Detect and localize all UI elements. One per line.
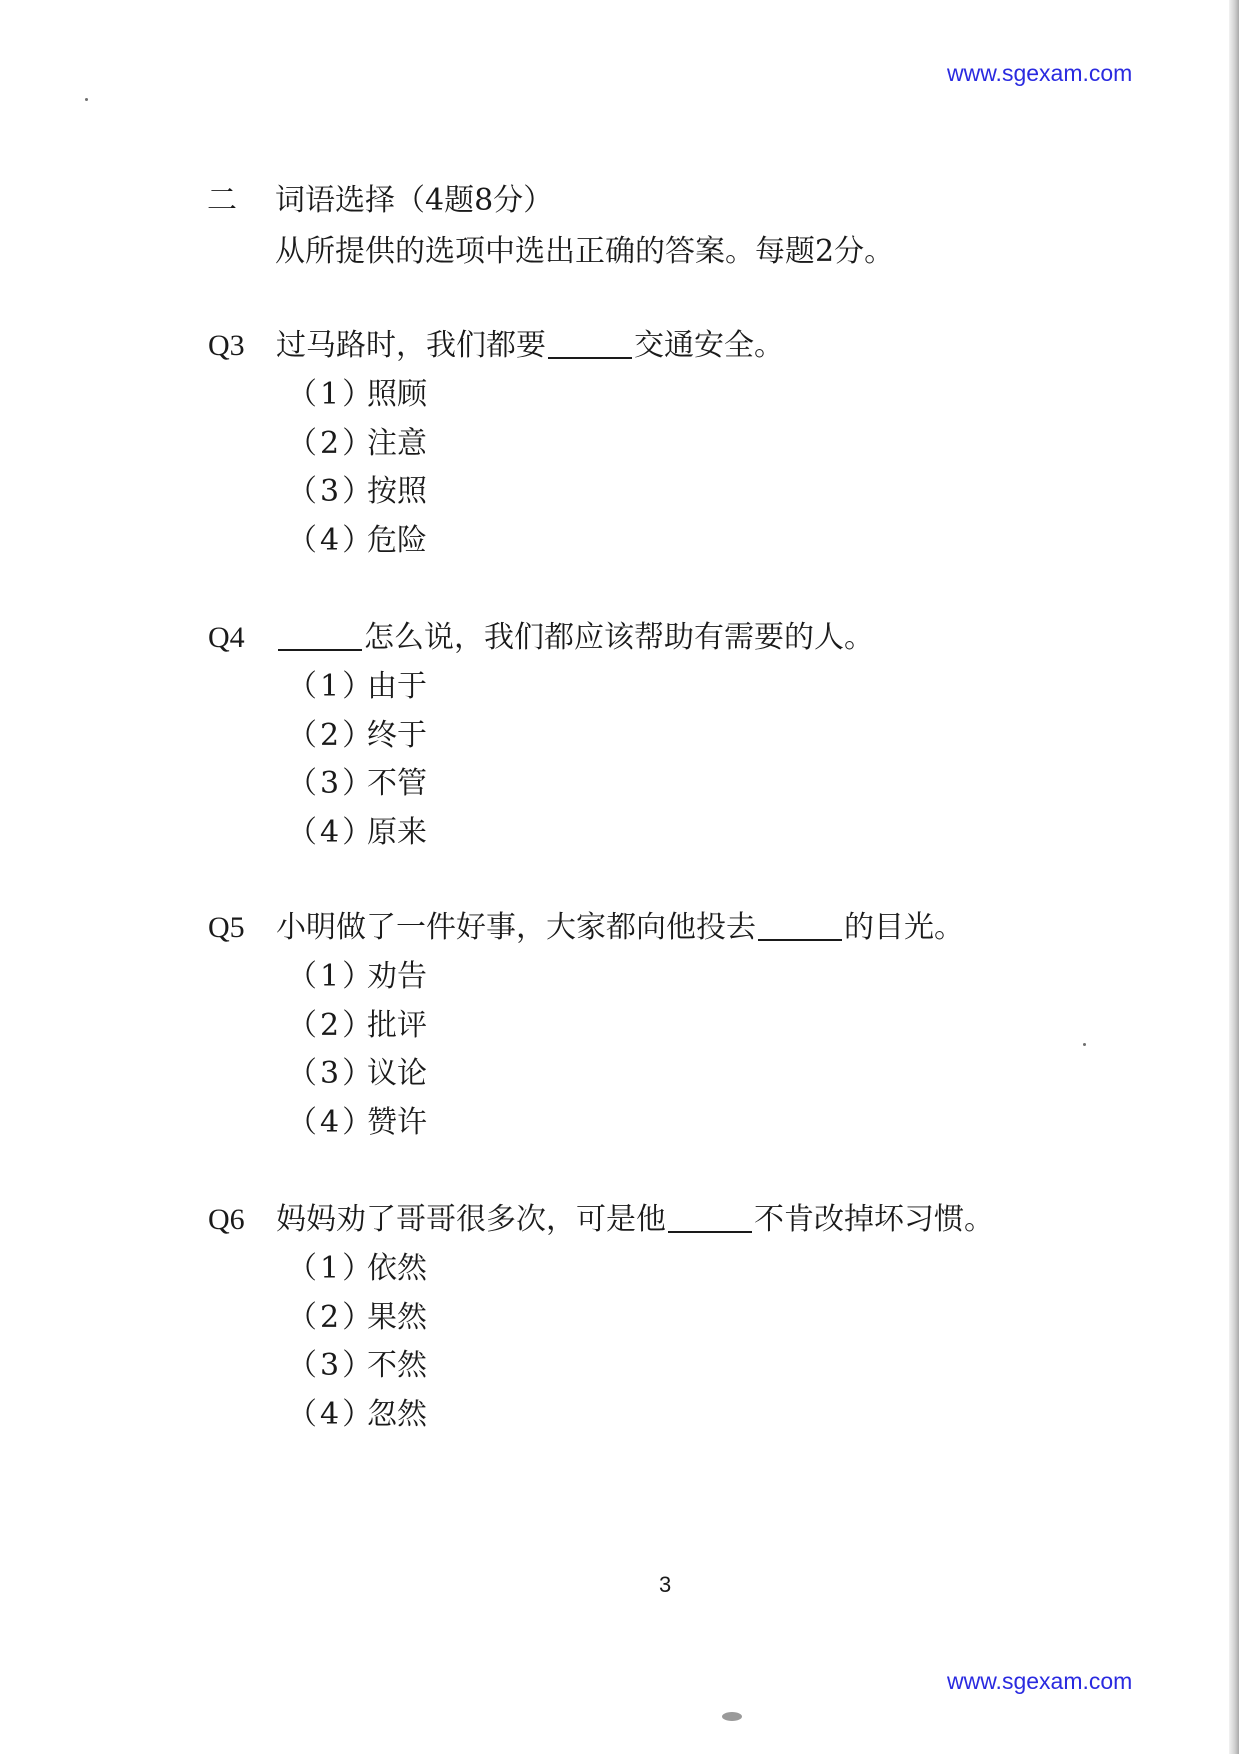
stem-text-after: 的目光。: [844, 910, 964, 945]
option-4[interactable]: [287, 515, 1108, 564]
option-text: 忽然: [367, 1396, 427, 1432]
option-1[interactable]: [287, 661, 1108, 710]
answer-blank: [758, 939, 842, 941]
option-1[interactable]: [287, 951, 1108, 1000]
option-2[interactable]: [287, 1292, 1108, 1341]
stem-text-after: 不肯改掉坏习惯。: [754, 1202, 994, 1237]
question-q4: [208, 612, 1108, 855]
stem-text-after: 交通安全。: [634, 328, 784, 363]
option-4[interactable]: [287, 1389, 1108, 1438]
question-q6: [208, 1194, 1108, 1437]
option-list: [287, 951, 1108, 1145]
option-3[interactable]: [287, 758, 1108, 807]
option-number: （2）: [287, 717, 376, 753]
option-text: 危险: [367, 522, 427, 558]
option-text: 照顾: [367, 377, 427, 412]
option-4[interactable]: [287, 1097, 1108, 1146]
option-text: 由于: [367, 669, 427, 704]
section-number: 二: [207, 183, 237, 218]
option-number: （2）: [287, 1007, 376, 1043]
option-number: （3）: [287, 766, 376, 802]
option-number: （3）: [287, 1348, 376, 1384]
watermark-url-bottom[interactable]: www.sgexam.com: [947, 1668, 1133, 1694]
answer-blank: [668, 1231, 752, 1233]
option-number: （4）: [287, 1104, 376, 1140]
option-3[interactable]: [287, 1048, 1108, 1097]
option-number: （3）: [287, 474, 376, 510]
question-stem: [208, 612, 1108, 655]
option-list: [287, 661, 1108, 855]
option-text: 原来: [367, 814, 427, 850]
option-text: 批评: [367, 1007, 427, 1043]
option-text: 终于: [367, 717, 427, 753]
scan-speck: [85, 98, 88, 101]
question-stem: [208, 1194, 1108, 1237]
option-4[interactable]: [287, 807, 1108, 856]
page-edge-shadow: [1229, 0, 1239, 1754]
option-1[interactable]: [287, 1243, 1108, 1292]
option-number: （4）: [287, 1396, 376, 1432]
page-number: 3: [659, 1572, 672, 1597]
option-text: 果然: [367, 1299, 427, 1335]
section-title: 词语选择（4题8分）: [275, 183, 554, 218]
option-list: [287, 1243, 1108, 1437]
option-text: 注意: [367, 425, 427, 461]
section-heading: [207, 175, 553, 219]
option-number: （4）: [287, 522, 376, 558]
option-text: 赞许: [367, 1104, 427, 1140]
question-label: Q4: [208, 621, 245, 654]
option-number: （3）: [287, 1056, 376, 1092]
option-text: 不然: [367, 1348, 427, 1384]
option-3[interactable]: [287, 466, 1108, 515]
option-number: （2）: [287, 1299, 376, 1335]
option-list: [287, 369, 1108, 563]
option-number: （1）: [287, 377, 376, 412]
question-label: Q6: [208, 1203, 245, 1236]
scan-speck: [722, 1712, 742, 1721]
option-1[interactable]: [287, 369, 1108, 418]
option-number: （1）: [287, 1251, 376, 1286]
question-q5: [208, 902, 1108, 1145]
question-label: Q5: [208, 911, 245, 944]
stem-text-after: 怎么说，我们都应该帮助有需要的人。: [364, 620, 874, 655]
option-2[interactable]: [287, 1000, 1108, 1049]
watermark-url-top[interactable]: www.sgexam.com: [947, 60, 1133, 86]
answer-blank: [548, 357, 632, 359]
option-text: 按照: [367, 474, 427, 510]
option-2[interactable]: [287, 418, 1108, 467]
stem-text-before: 小明做了一件好事，大家都向他投去: [276, 910, 756, 945]
option-text: 依然: [367, 1251, 427, 1286]
question-q3: [208, 320, 1108, 563]
option-2[interactable]: [287, 710, 1108, 759]
option-number: （2）: [287, 425, 376, 461]
option-text: 劝告: [367, 959, 427, 994]
stem-text-before: 妈妈劝了哥哥很多次，可是他: [276, 1202, 666, 1237]
option-number: （1）: [287, 669, 376, 704]
option-text: 议论: [367, 1056, 427, 1092]
question-label: Q3: [208, 329, 245, 362]
option-number: （4）: [287, 814, 376, 850]
stem-text-before: 过马路时，我们都要: [276, 328, 546, 363]
question-stem: [208, 902, 1108, 945]
option-number: （1）: [287, 959, 376, 994]
answer-blank: [278, 649, 362, 651]
section-instruction: 从所提供的选项中选出正确的答案。每题2分。: [275, 234, 895, 269]
question-stem: [208, 320, 1108, 363]
option-text: 不管: [367, 766, 427, 802]
option-3[interactable]: [287, 1340, 1108, 1389]
